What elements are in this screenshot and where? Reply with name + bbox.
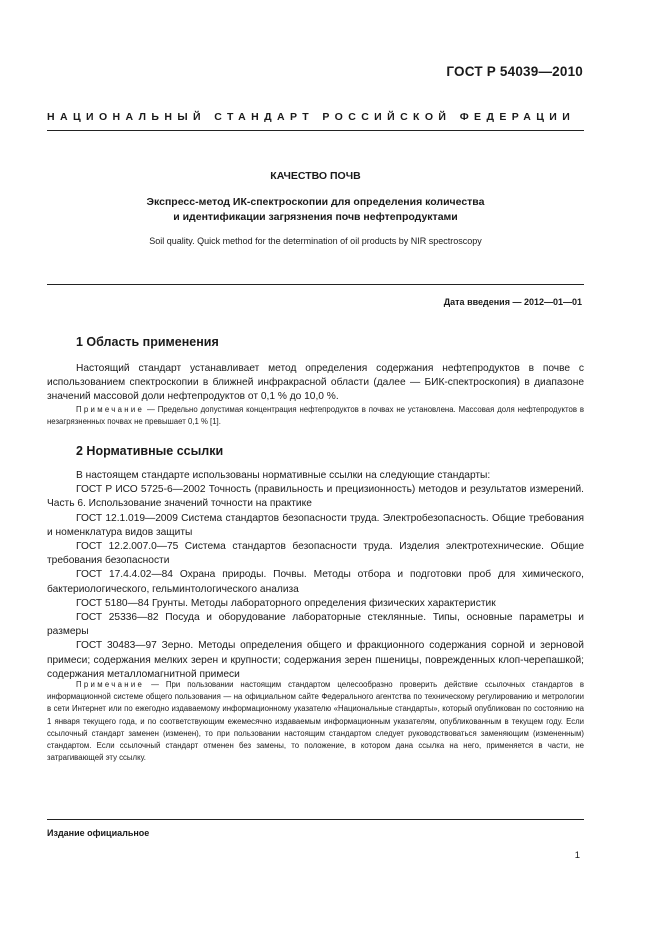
section-1-heading [76,335,219,349]
reference-item: ГОСТ 25336—82 Посуда и оборудование лабораторные стеклянные. Типы, основные параметры и размеры [47,612,584,638]
standard-title: КАЧЕСТВО ПОЧВ [270,170,361,182]
national-standard-banner: НАЦИОНАЛЬНЫЙ СТАНДАРТ РОССИЙСКОЙ ФЕДЕРАЦИИ [47,111,576,123]
section-2-body [47,469,584,682]
section-1-heading-text: 1 Область применения [76,335,219,349]
note-text: — Предельно допустимая концентрация нефтепродуктов в почвах не установлена. Массовая доля нефтепродуктов в незагрязненных почвах не превышает 0,1 % [1]. [47,405,584,427]
subtitle-line-1: Экспресс-метод ИК-спектроскопии для определения количества [146,196,485,208]
official-edition-label: Издание официальное [47,828,150,838]
reference-item: ГОСТ 12.2.007.0—75 Система стандартов безопасности труда. Изделия электротехнические. Общие требования безопасности [47,541,584,567]
section-2-note [47,679,584,764]
section-2-heading-text: 2 Нормативные ссылки [76,444,224,458]
reference-item: ГОСТ 5180—84 Грунты. Методы лабораторного определения физических характеристик [76,597,496,609]
section-1-body [47,362,584,405]
footer-divider [47,819,584,820]
section-1-paragraph: Настоящий стандарт устанавливает метод определения содержания нефтепродуктов в почве с использованием спектроскопии в ближней инфракрасной области (далее — БИК-спектроскопия) в диапазоне значений массовой доли нефтепродуктов от 0,1 % до 10,0 %. [47,363,584,403]
standard-subtitle [47,195,584,225]
introduction-date: Дата введения — 2012—01—01 [443,297,582,307]
reference-item: ГОСТ 30483—97 Зерно. Методы определения общего и фракционного содержания сорной и зерновой примеси; содержания мелких зерен и крупности; содержания зерен пшеницы, поврежденных клоп-черепашкой; содержания металломагнитной примеси [47,640,584,680]
document-number: ГОСТ Р 54039—2010 [446,64,583,79]
note-label: Примечание [76,405,145,414]
references-intro: В настоящем стандарте использованы нормативные ссылки на следующие стандарты: [76,470,491,481]
reference-item: ГОСТ Р ИСО 5725-6—2002 Точность (правильность и прецизионность) методов и результатов измерений. Часть 6. Использование значений точности на практике [47,484,584,510]
note-label: Примечание [76,680,145,689]
note-text: — При пользовании настоящим стандартом целесообразно проверить действие ссылочных стандартов в информационной системе общего пользования — на официальном сайте Федерального агентства по техническому регулированию и метрологии в сети Интернет или по ежегодно издаваемому информационному указателю «Национальные стандарты», который опубликован по состоянию на 1 января текущего года, и по соответствующим ежемесячно издаваемым информационным указателям, опубликованным в текущем году. Если ссылочный стандарт заменен (изменен), то при пользовании настоящим стандартом следует руководствоваться заменяющим (измененным) стандартом. Если ссылочный стандарт отменен без замены, то положение, в котором дана ссылка на него, применяется в части, не затрагивающей эту ссылку. [47,680,585,763]
section-2-heading [76,444,223,458]
section-1-note [47,404,584,428]
subtitle-line-2: и идентификации загрязнения почв нефтепродуктами [173,211,458,223]
reference-item: ГОСТ 17.4.4.02—84 Охрана природы. Почвы. Методы отбора и подготовки проб для химического, бактериологического, гельминтологического анализа [47,569,584,595]
english-title: Soil quality. Quick method for the determination of oil products by NIR spectroscopy [149,236,482,246]
page-number: 1 [574,850,580,861]
header-divider [47,130,584,131]
reference-item: ГОСТ 12.1.019—2009 Система стандартов безопасности труда. Электробезопасность. Общие требования и номенклатура видов защиты [47,512,584,538]
title-divider [47,284,584,285]
